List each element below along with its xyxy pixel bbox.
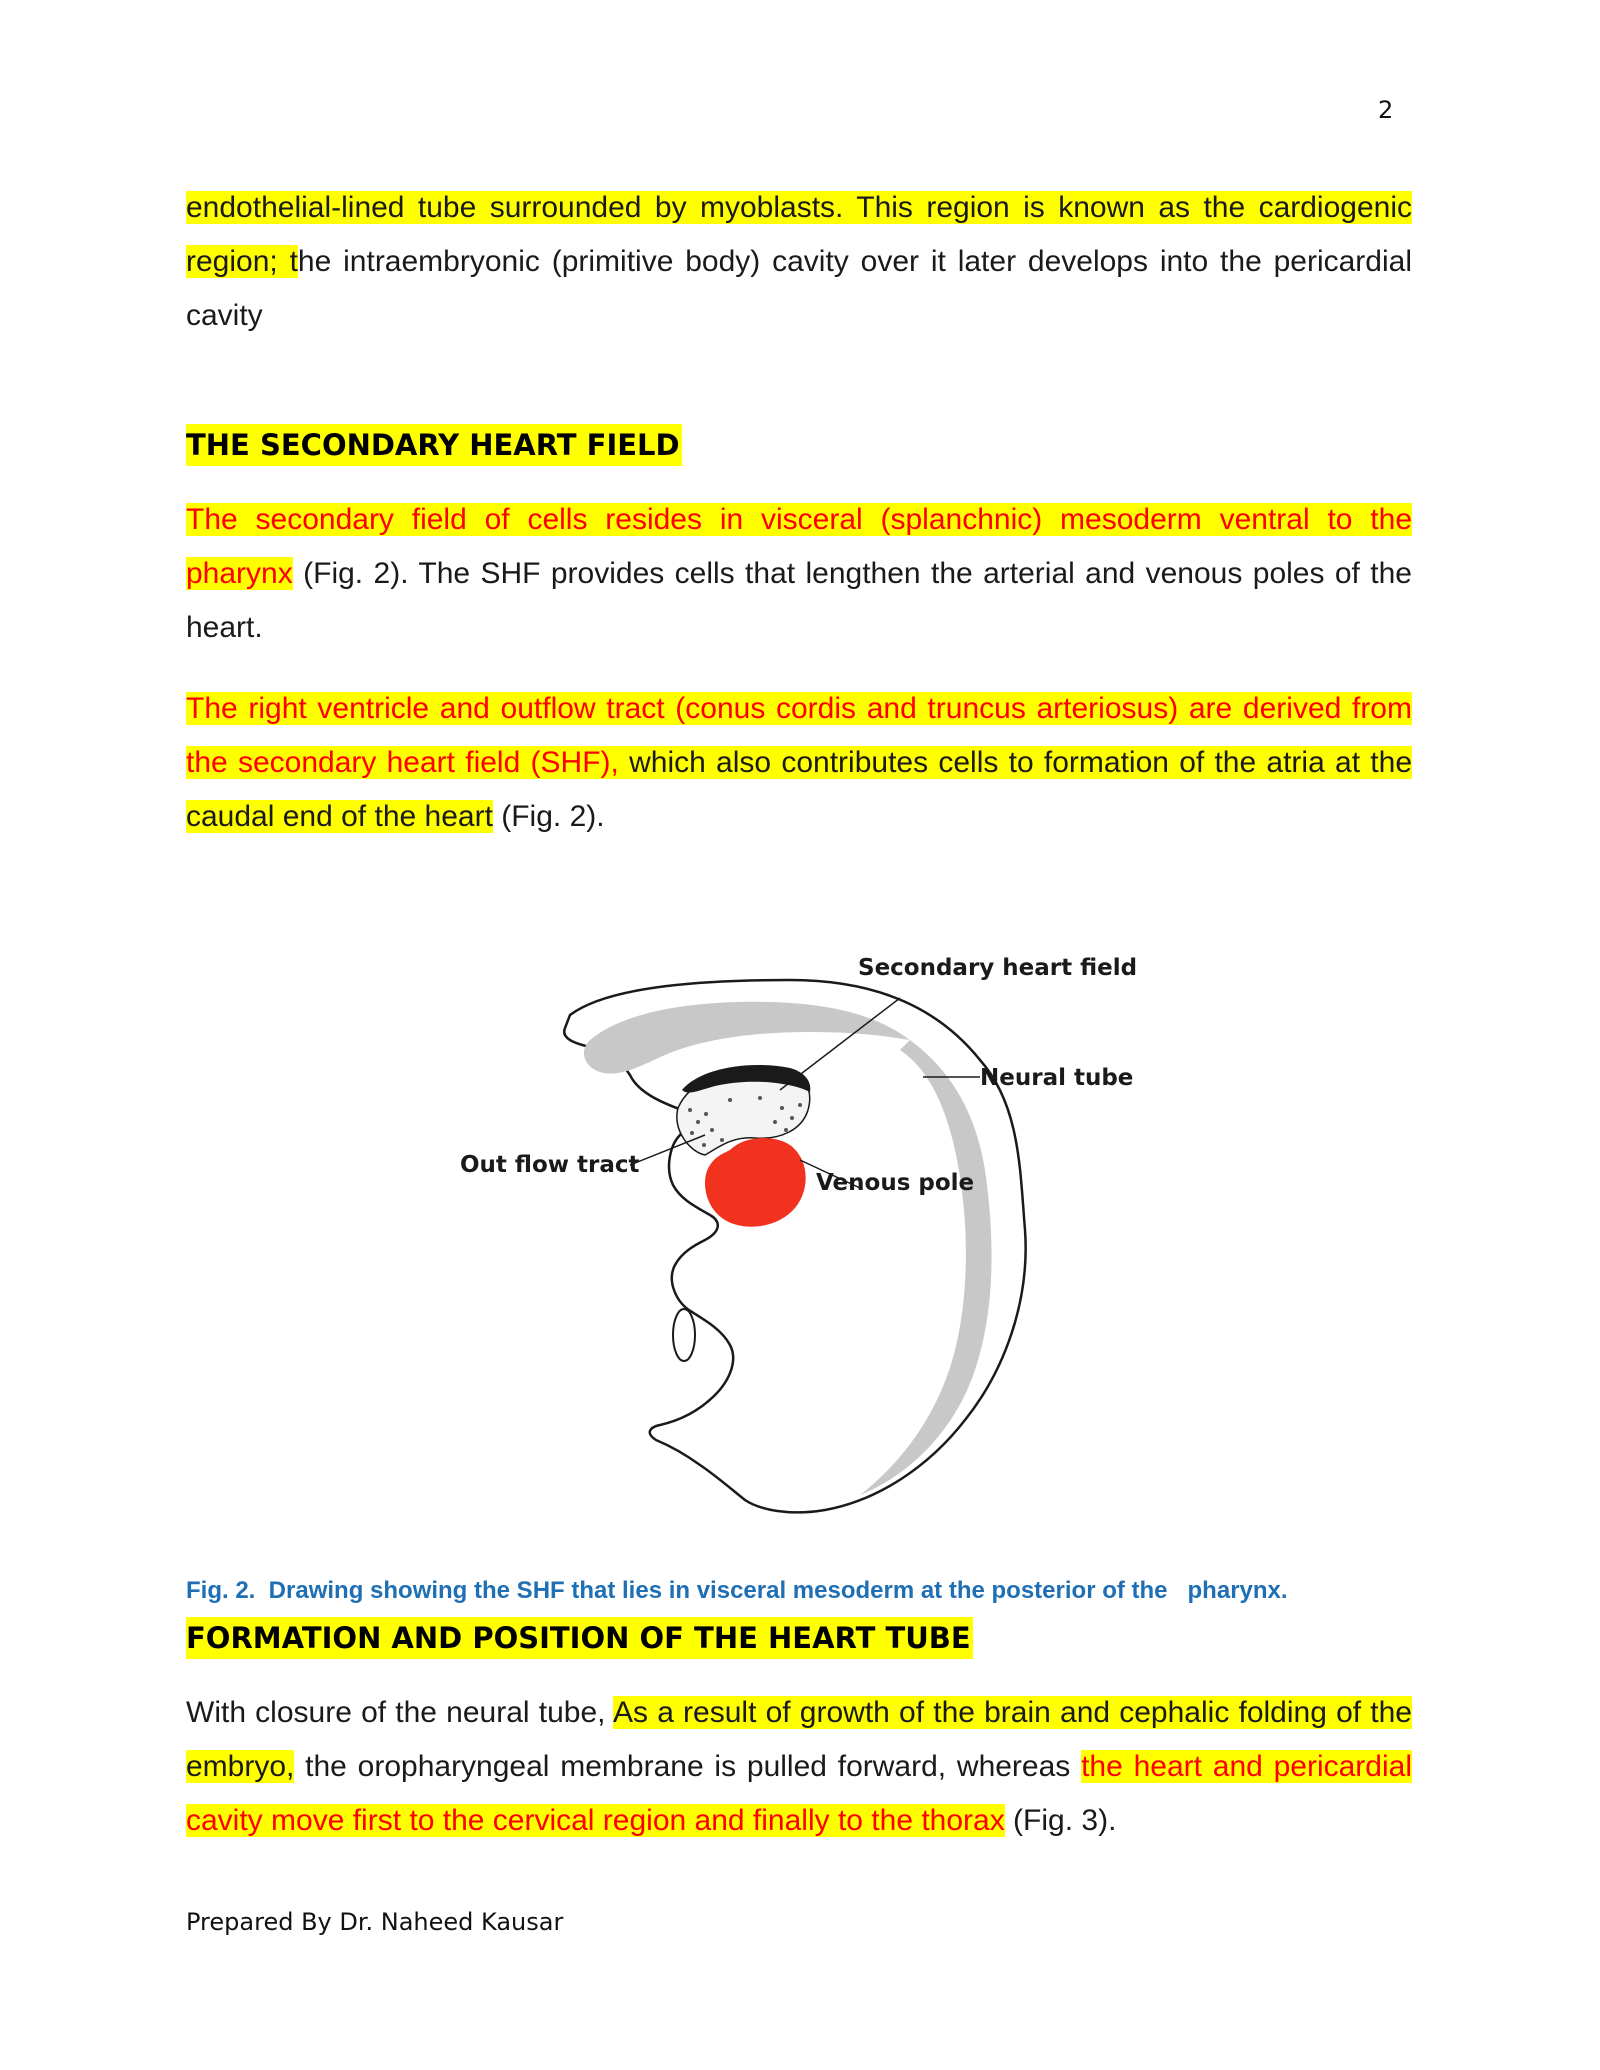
body-text: With closure of the neural tube, — [186, 1696, 613, 1729]
body-text: (Fig. 2). The SHF provides cells that lengthen the arterial and venous poles of the heart. — [186, 557, 1412, 644]
intro-paragraph — [186, 181, 1412, 343]
body-text: he intraembryonic (primitive body) cavity over it later develops into the pericardial cavity — [186, 245, 1412, 332]
label-secondary-heart-field: Secondary heart field — [858, 955, 1138, 981]
figure-2 — [460, 940, 1180, 1540]
figure-caption: Fig. 2. Drawing showing the SHF that lies in visceral mesoderm at the posterior of the pharynx. — [186, 1577, 1288, 1604]
label-venous-pole: Venous pole — [816, 1170, 975, 1196]
label-out-flow-tract: Out flow tract — [460, 1152, 640, 1178]
red-highlighted-text: The right ventricle and outflow tract (conus cordis and truncus arteriosus) are derived from the secondary heart field (SHF), — [186, 692, 1412, 779]
body-text: (Fig. 2). — [492, 800, 605, 833]
shf-paragraph-1 — [186, 493, 1412, 655]
label-neural-tube: Neural tube — [980, 1065, 1134, 1091]
red-highlighted-text: the heart and pericardial cavity move first to the cervical region and finally to the thorax — [186, 1750, 1412, 1837]
body-text: (Fig. 3). — [1004, 1804, 1117, 1837]
highlighted-text: As a result of growth of the brain and cephalic folding of the embryo, — [186, 1696, 1412, 1783]
highlighted-text: which also contributes cells to formation of the atria at the caudal end of the heart — [186, 746, 1413, 833]
red-highlighted-text: The secondary field of cells resides in visceral (splanchnic) mesoderm ventral to the pharynx — [186, 503, 1412, 590]
stomodeum-ring — [673, 1309, 695, 1361]
footer-author: Prepared By Dr. Naheed Kausar — [186, 1908, 564, 1936]
heart-tube-paragraph — [186, 1686, 1412, 1848]
section-heading-secondary-heart-field: THE SECONDARY HEART FIELD — [186, 424, 682, 466]
embryo-diagram — [460, 940, 1180, 1540]
page-number: 2 — [1378, 96, 1394, 124]
highlighted-text: endothelial-lined tube surrounded by myoblasts. This region is known as the cardiogenic region; t — [186, 191, 1412, 278]
body-text: the oropharyngeal membrane is pulled forward, whereas — [294, 1750, 1082, 1783]
section-heading-heart-tube: FORMATION AND POSITION OF THE HEART TUBE — [186, 1617, 973, 1659]
shf-paragraph-2 — [186, 682, 1412, 844]
